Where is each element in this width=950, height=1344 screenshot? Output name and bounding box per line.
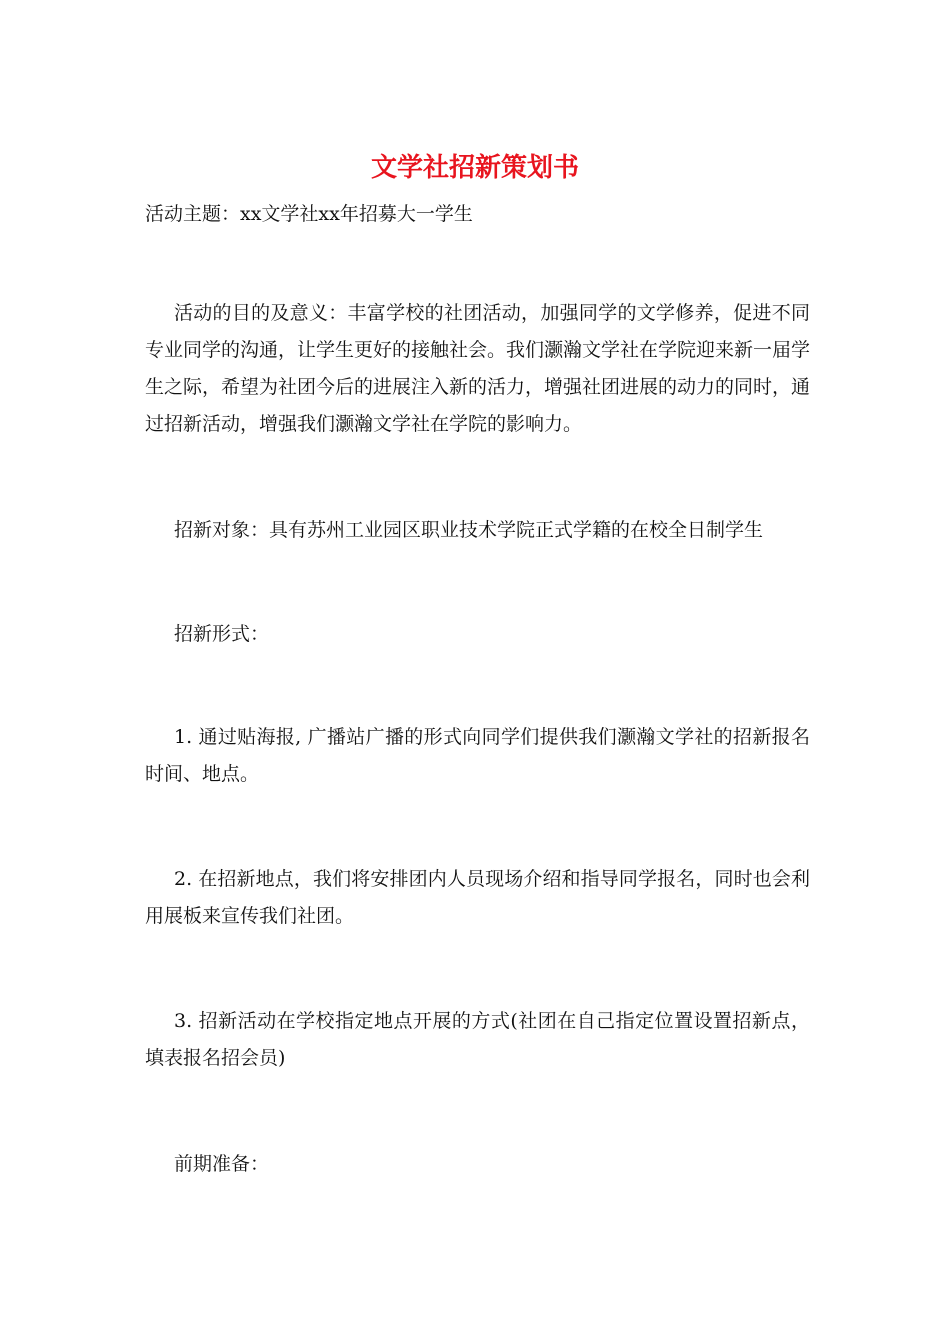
target-line: 招新对象：具有苏州工业园区职业技术学院正式学籍的在校全日制学生 bbox=[174, 519, 764, 541]
prep-heading: 前期准备： bbox=[174, 1153, 270, 1175]
purpose-paragraph: 活动的目的及意义：丰富学校的社团活动，加强同学的文学修养，促进不同专业同学的沟通，让学生更好的接触社会。我们灏瀚文学社在学院迎来新一届学生之际，希望为社团今后的进展注入新的活力，增强社团进展的动力的同时，通过招新活动，增强我们灏瀚文学社在学院的影响力。 bbox=[145, 302, 811, 435]
form-item-2: 2. 在招新地点，我们将安排团内人员现场介绍和指导同学报名，同时也会利用展板来宣传我们社团。 bbox=[145, 868, 810, 927]
form-item-1: 1. 通过贴海报, 广播站广播的形式向同学们提供我们灏瀚文学社的招新报名时间、地点。 bbox=[145, 726, 810, 785]
form-heading: 招新形式： bbox=[174, 623, 270, 645]
theme-line: 活动主题：xx文学社xx年招募大一学生 bbox=[145, 203, 473, 225]
document-title: 文学社招新策划书 bbox=[370, 153, 579, 183]
form-item-3: 3. 招新活动在学校指定地点开展的方式(社团在自己指定位置设置招新点，填表报名招会员) bbox=[145, 1010, 810, 1069]
